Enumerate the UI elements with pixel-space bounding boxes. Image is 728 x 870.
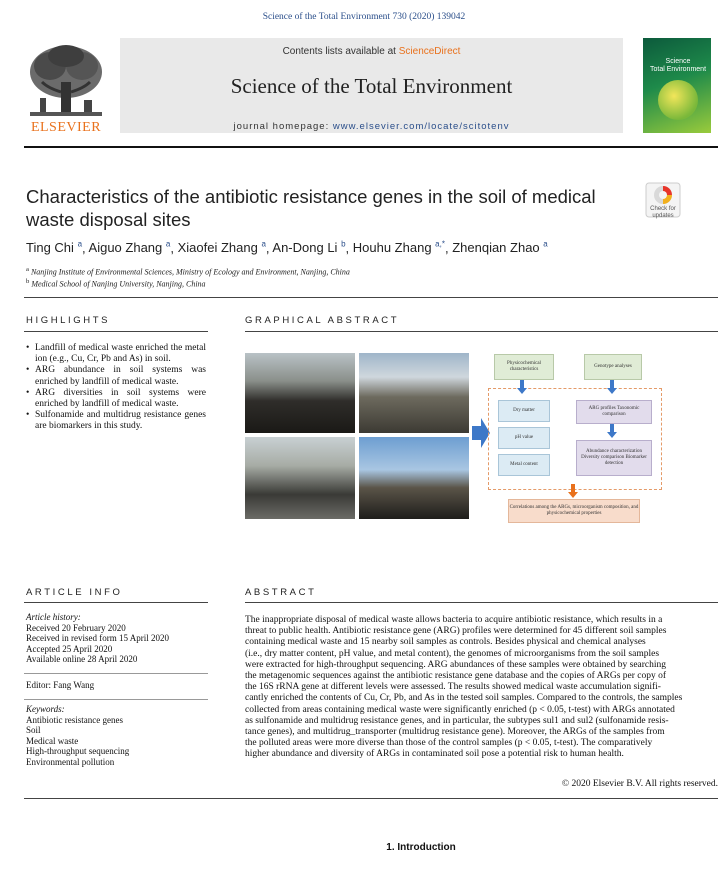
author[interactable] xyxy=(452,240,548,255)
history-accepted: Accepted 25 April 2020 xyxy=(26,643,113,654)
author-affil-sup[interactable]: a xyxy=(165,240,171,249)
keyword: High-throughput sequencing xyxy=(26,746,130,756)
ga-genotype-box: Genotype analyses xyxy=(584,354,642,380)
abstract-body xyxy=(245,615,718,761)
abstract-bottom-rule xyxy=(24,798,718,799)
author-sep: , xyxy=(345,240,353,256)
journal-citation: Science of the Total Environment 730 (2020) 139042 xyxy=(262,12,466,22)
author[interactable] xyxy=(89,240,171,255)
highlights-heading: HIGHLIGHTS xyxy=(26,315,111,326)
site-photo-2 xyxy=(359,353,469,433)
abstract-line: (i.e., dry matter content, pH value, and metal content), the genomes of microorganisms from the soil samples xyxy=(245,648,660,659)
site-photo-1 xyxy=(245,353,355,433)
cover-title xyxy=(645,58,711,74)
editor: Editor: Fang Wang xyxy=(26,680,95,690)
journal-title: Science of the Total Environment xyxy=(230,74,513,98)
contents-prefix: Contents lists available at xyxy=(282,46,399,57)
ga-physicochemical-box: Physicochemical characteristics xyxy=(494,354,554,380)
highlight-item: • ARG abundance in soil systems was enriched by landfill of medical waste. xyxy=(26,365,206,387)
site-photo-3 xyxy=(245,437,355,519)
author-affil-sup[interactable]: a xyxy=(261,240,266,249)
cover-graphic xyxy=(658,80,698,120)
author-affil-sup[interactable]: a xyxy=(77,240,83,249)
abstract-line: higher abundance and diversity of ARGs in contaminated soil pose a potential risk to human health. xyxy=(245,749,624,760)
abstract-line: tance genes), and multidrug_transporter (multidrug resistance gene). Moreover, the ARGs of the samples from xyxy=(245,727,665,738)
abstract-line: collected from areas containing medical waste were significantly enriched (p < 0.05, t-test) with ARGs annotated xyxy=(245,704,675,715)
author-sep: , xyxy=(170,240,178,256)
keywords-label: Keywords: xyxy=(26,704,65,714)
keyword: Antibiotic resistance genes xyxy=(26,714,123,725)
author[interactable] xyxy=(178,240,266,255)
article-history-label: Article history: xyxy=(26,612,81,622)
abstract-line: containing medical waste and 15 nearby soil samples as controls. Besides physical and chemical analyses xyxy=(245,637,646,648)
ga-abundance-box: Abundance characterization Diversity comparison Biomarker detection xyxy=(576,440,652,476)
author-name: Ting Chi xyxy=(26,240,74,256)
abstract-line: cantly enriched the contents of Cu, Cr, Pb, and As in the tested soil samples. Compared to the controls, the samples xyxy=(245,693,683,704)
affiliation-text: Nanjing Institute of Environmental Sciences, Ministry of Ecology and Environment, Nanjing, China xyxy=(30,267,350,277)
history-revised: Received in revised form 15 April 2020 xyxy=(26,633,169,643)
graphical-abstract-rule xyxy=(245,331,718,332)
cover-title-line1: Science xyxy=(665,58,691,65)
journal-homepage xyxy=(120,121,623,132)
ga-ph-box: pH value xyxy=(498,427,550,449)
ga-down-arrow-icon xyxy=(517,380,527,394)
history-received: Received 20 February 2020 xyxy=(26,622,126,633)
sciencedirect-link[interactable]: ScienceDirect xyxy=(398,46,461,57)
ga-arg-profiles-box: ARG profiles Taxonomic comparison xyxy=(576,400,652,424)
ga-down-arrow-icon xyxy=(607,424,617,438)
author-name: Zhenqian Zhao xyxy=(452,240,540,256)
abstract-line: threat to public health. Antibiotic resistance gene (ARG) profiles were determined for 45 different soil samples xyxy=(245,626,667,637)
check-updates-line2: updates xyxy=(652,213,674,219)
ga-metal-box: Metal content xyxy=(498,454,550,476)
highlights-list xyxy=(26,343,206,433)
abstract-rule xyxy=(245,602,718,603)
author-affil-sup[interactable]: a xyxy=(543,240,548,249)
affiliation xyxy=(26,266,350,277)
author-name: Aiguo Zhang xyxy=(88,240,163,256)
author-sep: , xyxy=(82,240,89,256)
author-name: An-Dong Li xyxy=(272,240,338,256)
abstract-line: the polluted areas were more diverse than those of the control samples (p < 0.05, t-test). The comparatively xyxy=(245,738,653,749)
article-info-heading: ARTICLE INFO xyxy=(26,587,123,598)
elsevier-tree-logo xyxy=(24,42,108,132)
header-rule xyxy=(24,146,718,148)
ga-down-arrow-icon xyxy=(607,380,617,394)
article-info-rule xyxy=(24,602,208,603)
affiliation-sup: a xyxy=(26,266,29,273)
check-for-updates-label xyxy=(640,206,686,220)
affiliation-sup: b xyxy=(26,278,30,285)
title-rule xyxy=(24,297,718,298)
paper-title-line2: waste disposal sites xyxy=(26,209,191,230)
abstract-line: The inappropriate disposal of medical waste allows bacteria to acquire antibiotic resistance, which results in a xyxy=(245,615,663,625)
ga-dry-matter-box: Dry matter xyxy=(498,400,550,422)
affiliation xyxy=(26,278,206,289)
paper-title-line1: Characteristics of the antibiotic resistance genes in the soil of medical xyxy=(26,186,596,207)
affiliation-text: Medical School of Nanjing University, Nanjing, China xyxy=(31,279,206,289)
abstract-heading: ABSTRACT xyxy=(245,587,317,598)
site-photo-4 xyxy=(359,437,469,519)
abstract-line: the metagenomic sequences against the antibiotic resistance gene database and the copies of ARGs per copy of xyxy=(245,671,667,682)
author-sep: , xyxy=(265,240,273,256)
article-history xyxy=(26,612,169,665)
keyword: Soil xyxy=(26,725,41,735)
abstract-line: the 16S rRNA gene at different levels were assessed. The results showed medical waste accumulation signifi- xyxy=(245,682,661,693)
keywords xyxy=(26,704,129,767)
author-affil-sup[interactable]: a,* xyxy=(435,240,445,249)
copyright: © 2020 Elsevier B.V. All rights reserved. xyxy=(561,779,718,789)
elsevier-wordmark: ELSEVIER xyxy=(30,120,102,135)
contents-line xyxy=(120,46,623,57)
paper-title xyxy=(26,185,626,231)
keyword: Medical waste xyxy=(26,735,79,746)
check-updates-line1: Check for xyxy=(650,206,676,212)
history-online: Available online 28 April 2020 xyxy=(26,654,138,664)
author-list xyxy=(26,240,548,255)
highlight-item: • Sulfonamide and multidrug resistance genes are biomarkers in this study. xyxy=(26,410,206,432)
ga-correlation-box: Correlations among the ARGs, microorganism composition, and physicochemical properties xyxy=(508,499,640,523)
author-affil-sup[interactable]: b xyxy=(341,240,346,249)
graphical-abstract-heading: GRAPHICAL ABSTRACT xyxy=(245,315,400,326)
author-sep: , xyxy=(444,240,453,256)
keyword: Environmental pollution xyxy=(26,756,115,767)
cover-title-line2: Total Environment xyxy=(649,66,707,73)
info-divider xyxy=(24,673,208,674)
highlight-item: • Landfill of medical waste enriched the metal ion (e.g., Cu, Cr, Pb and As) in soil. xyxy=(26,343,206,365)
ga-down-arrow-icon xyxy=(568,484,578,498)
author[interactable] xyxy=(353,240,445,255)
highlight-item: • ARG diversities in soil systems were enriched by landfill of medical waste. xyxy=(26,388,206,410)
homepage-url-link[interactable]: www.elsevier.com/locate/scitotenv xyxy=(332,121,510,132)
introduction-heading: 1. Introduction xyxy=(386,842,456,853)
abstract-line: as sulfonamide and multidrug resistance genes, and in particular, the subtypes sul1 and sul2 (sulfonamide resis- xyxy=(245,715,669,726)
highlights-rule xyxy=(24,331,208,332)
author[interactable] xyxy=(26,240,82,255)
author-name: Xiaofei Zhang xyxy=(177,240,258,256)
author-name: Houhu Zhang xyxy=(352,240,432,256)
homepage-prefix: journal homepage: xyxy=(233,121,333,132)
abstract-line: were extracted for high-throughput sequencing. ARG abundances of these samples were obtained by searching xyxy=(245,659,667,670)
author[interactable] xyxy=(272,240,345,255)
info-divider xyxy=(24,699,208,700)
